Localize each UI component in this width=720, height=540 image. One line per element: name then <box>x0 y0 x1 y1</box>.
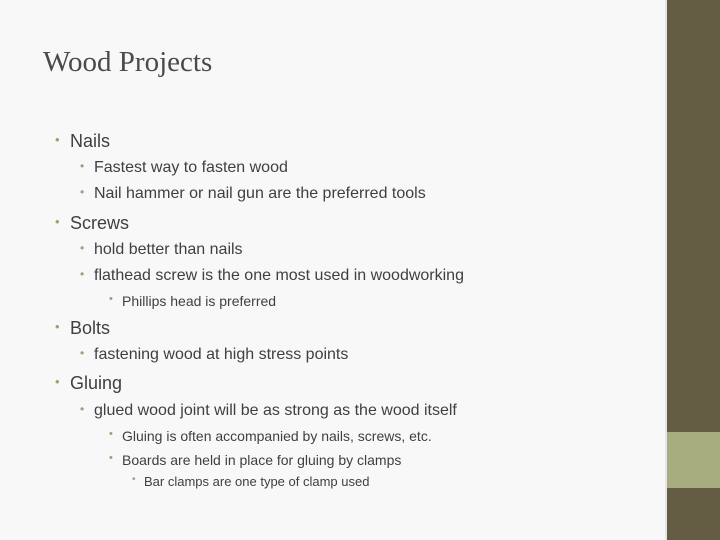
bullet-icon: • <box>80 185 85 199</box>
outline-item-text: Nail hammer or nail gun are the preferred tools <box>94 185 426 202</box>
bullet-icon: • <box>55 319 60 334</box>
outline-item-gluing <box>55 373 123 394</box>
outline-item-text: Screws <box>70 213 130 233</box>
outline-item-stress-points <box>80 346 349 364</box>
outline-item-hammer-or-gun <box>80 185 426 203</box>
outline-item-screws <box>55 213 130 234</box>
outline-item-phillips <box>109 293 277 309</box>
bullet-icon: • <box>80 346 85 360</box>
outline-item-text: Fastest way to fasten wood <box>94 159 288 176</box>
outline-item-text: Gluing <box>70 373 123 393</box>
outline-item-text: fastening wood at high stress points <box>94 346 349 363</box>
outline-item-clamps <box>109 452 402 468</box>
sidebar-accent-block <box>667 432 720 488</box>
outline-item-glued-joint <box>80 402 457 420</box>
bullet-icon: • <box>109 293 113 305</box>
outline-item-text: flathead screw is the one most used in woodworking <box>94 267 464 284</box>
bullet-icon: • <box>80 402 85 416</box>
outline-item-text: Bolts <box>70 318 111 338</box>
bullet-icon: • <box>80 241 85 255</box>
outline-item-text: Boards are held in place for gluing by clamps <box>122 452 402 468</box>
outline-item-bar-clamps <box>132 474 370 489</box>
outline-item-nails <box>55 131 111 152</box>
outline-item-text: Bar clamps are one type of clamp used <box>144 474 370 489</box>
outline-item-text: hold better than nails <box>94 241 243 258</box>
outline-item-bolts <box>55 318 111 339</box>
outline-item-text: glued wood joint will be as strong as the wood itself <box>94 402 457 419</box>
outline-item-text: Nails <box>70 131 111 151</box>
outline-item-text: Phillips head is preferred <box>122 293 277 309</box>
outline-item-text: Gluing is often accompanied by nails, screws, etc. <box>122 428 432 444</box>
outline-item-fastest-way <box>80 159 288 177</box>
bullet-icon: • <box>132 474 136 485</box>
bullet-icon: • <box>109 452 113 464</box>
outline-item-hold-better <box>80 241 243 259</box>
bullet-icon: • <box>55 374 60 389</box>
outline-item-accompanied <box>109 428 432 444</box>
bullet-icon: • <box>80 159 85 173</box>
slide-title: Wood Projects <box>43 46 213 78</box>
bullet-icon: • <box>55 132 60 147</box>
bullet-icon: • <box>109 428 113 440</box>
outline-item-flathead <box>80 267 464 285</box>
bullet-icon: • <box>55 214 60 229</box>
bullet-icon: • <box>80 267 85 281</box>
